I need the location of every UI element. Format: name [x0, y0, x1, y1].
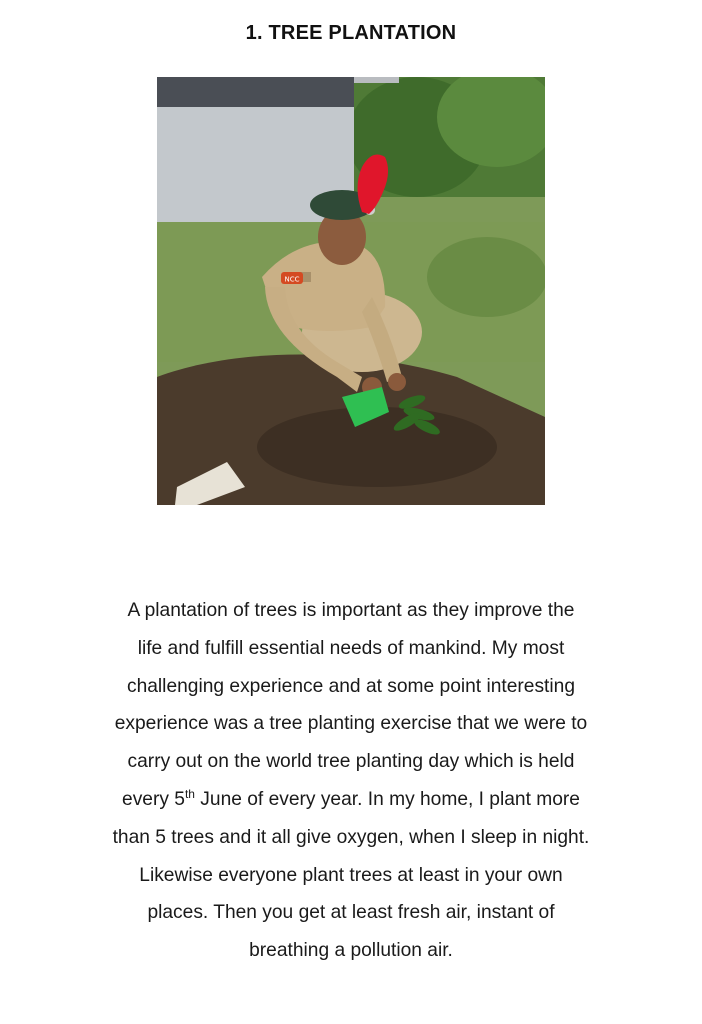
body-line: challenging experience and at some point interesting [126, 675, 575, 697]
body-line: places. Then you get at least fresh air, instant of [147, 902, 555, 924]
soil-dark [257, 407, 497, 487]
shoulder-badge-text: NCC [284, 275, 300, 284]
shed-roof [157, 77, 354, 107]
body-line [60, 781, 642, 819]
body-paragraph [60, 592, 642, 970]
body-line: A plantation of trees is important as they improve the [127, 600, 575, 621]
body-line: experience was a tree planting exercise that we were to [114, 713, 588, 735]
body-line: carry out on the world tree planting day which is held [127, 751, 575, 773]
tree-plantation-photo [157, 77, 545, 505]
body-line: than 5 trees and it all give oxygen, when I sleep in night. [112, 826, 590, 848]
body-text-fragment: June of every year. In my home, I plant more [194, 788, 580, 810]
grass-patch [427, 237, 545, 317]
page-title: 1. TREE PLANTATION [245, 22, 457, 44]
body-line: Likewise everyone plant trees at least in your own [139, 864, 563, 886]
roof-edge [354, 77, 399, 83]
body-text-fragment: every 5 [122, 788, 185, 810]
photo-illustration [157, 77, 545, 505]
body-line: breathing a pollution air. [249, 940, 453, 962]
ordinal-superscript: th [184, 786, 195, 801]
body-line: life and fulfill essential needs of mankind. My most [137, 637, 565, 659]
person-hand-right [388, 373, 406, 391]
